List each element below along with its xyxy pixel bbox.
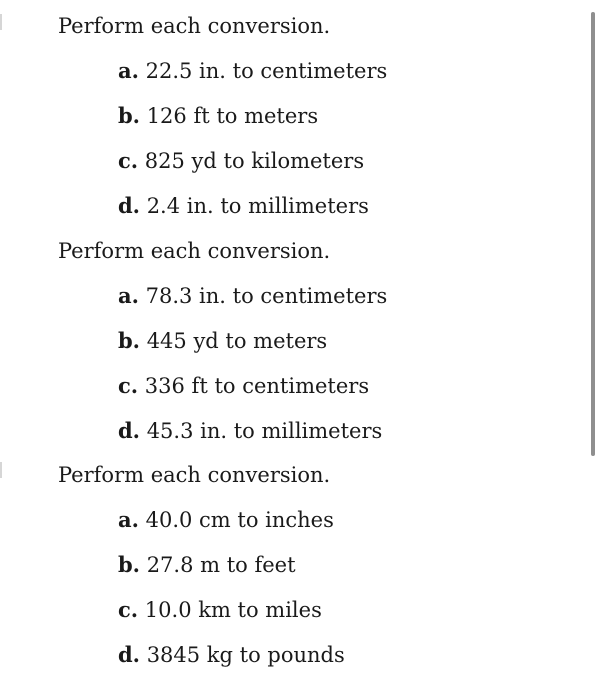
item-text: 40.0 cm to inches [145,508,334,532]
item-text: 2.4 in. to millimeters [146,194,369,218]
list-item [118,282,387,310]
list-item [118,147,364,175]
item-text: 78.3 in. to centimeters [145,284,388,308]
item-letter: d. [118,418,140,443]
item-text: 126 ft to meters [146,104,319,128]
vertical-scrollbar[interactable] [591,12,595,456]
item-letter: d. [118,642,140,667]
page-edge-mark [0,14,2,30]
list-item [118,506,334,534]
list-item [118,551,296,579]
item-text: 3845 kg to pounds [146,643,345,667]
item-text: 445 yd to meters [146,329,328,353]
list-item [118,596,322,624]
item-letter: a. [118,283,139,308]
list-item [118,57,387,85]
problem-1 [58,12,388,218]
problem-3 [58,461,345,667]
list-item [118,372,369,400]
item-letter: b. [118,328,140,353]
list-item [118,102,318,130]
problem-prompt: Perform each conversion. [58,14,331,38]
list-item [118,641,345,669]
item-letter: b. [118,552,140,577]
list-item [118,192,369,220]
item-text: 336 ft to centimeters [144,374,370,398]
list-item [118,417,382,445]
list-item [118,327,327,355]
item-letter: c. [118,597,139,622]
problem-2 [58,237,388,443]
item-text: 10.0 km to miles [144,598,322,622]
problem-prompt: Perform each conversion. [58,239,331,263]
item-letter: a. [118,58,139,83]
item-text: 825 yd to kilometers [144,149,365,173]
item-letter: a. [118,507,139,532]
problem-prompt: Perform each conversion. [58,463,331,487]
item-letter: b. [118,103,140,128]
item-letter: d. [118,193,140,218]
item-text: 22.5 in. to centimeters [145,59,388,83]
item-text: 27.8 m to feet [146,553,296,577]
item-letter: c. [118,373,139,398]
item-letter: c. [118,148,139,173]
item-text: 45.3 in. to millimeters [146,419,383,443]
page-edge-mark [0,462,2,478]
